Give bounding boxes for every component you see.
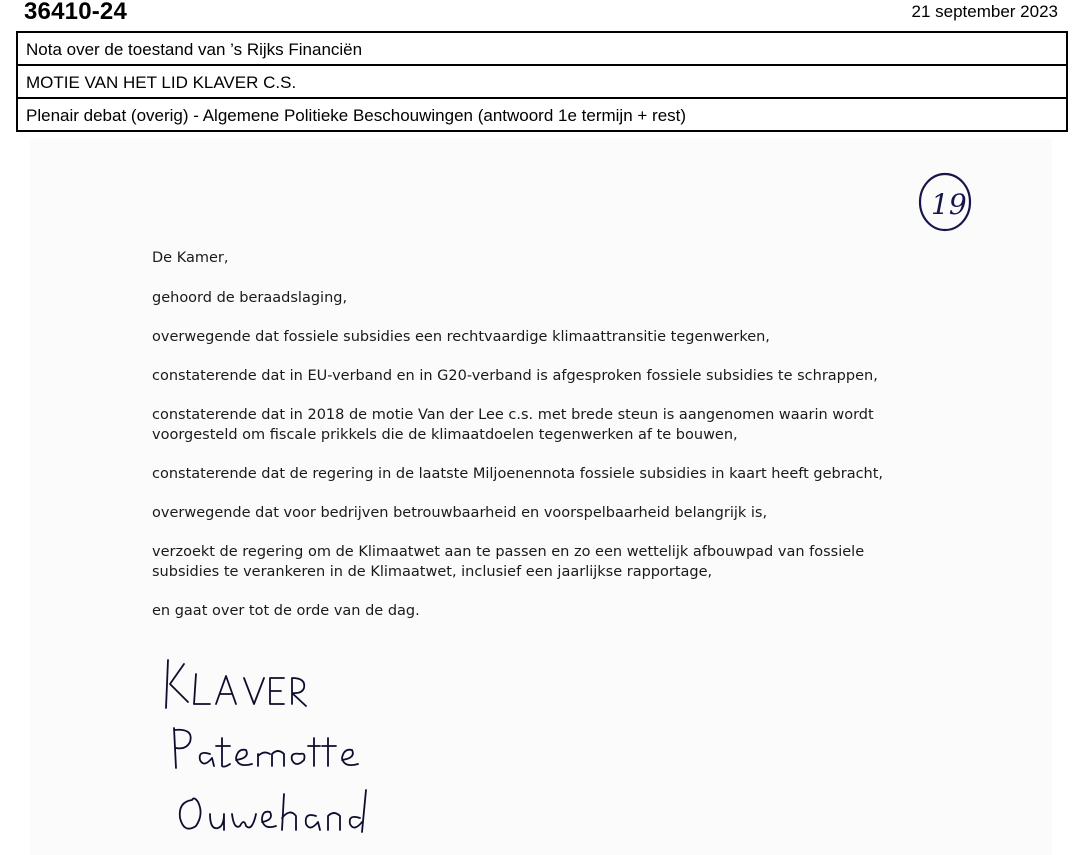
motion-closing: en gaat over tot de orde van de dag.	[152, 603, 420, 619]
motion-paragraph: verzoekt de regering om de Klimaatwet aan te passen en zo een wettelijk afbouwpad van fossiele subsidies te verankeren in de Klimaatwet, inclusief een jaarlijkse rapportage,	[152, 544, 865, 580]
motion-paragraph: gehoord de beraadslaging,	[152, 290, 348, 306]
signature-paternotte	[174, 728, 358, 768]
motion-paragraph: constaterende dat in 2018 de motie Van der Lee c.s. met brede steun is aangenomen waarin wordt voorgesteld om fiscale prikkels die de klimaatdoelen tegenwerken af te bouwen,	[152, 407, 874, 443]
motion-number: 19	[931, 188, 967, 221]
motion-paragraph: constaterende dat in EU-verband en in G20-verband is afgesproken fossiele subsidies te schrappen,	[152, 368, 878, 384]
document-header	[16, 0, 1068, 132]
motion-paragraph: overwegende dat voor bedrijven betrouwbaarheid en voorspelbaarheid belangrijk is,	[152, 505, 768, 521]
signature-klaver	[166, 660, 306, 708]
signatures	[160, 650, 420, 840]
signature-ouwehand	[180, 790, 366, 832]
motion-number-circle	[917, 170, 977, 234]
document-number: 36410-24	[24, 0, 128, 25]
header-top-row	[16, 0, 1068, 33]
motion-opening: De Kamer,	[152, 250, 229, 266]
motion-paragraph: constaterende dat de regering in de laatste Miljoenennota fossiele subsidies in kaart heeft gebracht,	[152, 466, 884, 482]
document-title: Nota over de toestand van ’s Rijks Financiën	[16, 33, 1068, 66]
motion-body	[152, 248, 1012, 640]
motion-type: MOTIE VAN HET LID KLAVER C.S.	[16, 66, 1068, 99]
motion-paragraph: overwegende dat fossiele subsidies een rechtvaardige klimaattransitie tegenwerken,	[152, 329, 770, 345]
document-date: 21 september 2023	[911, 2, 1058, 21]
debate-title: Plenair debat (overig) - Algemene Politieke Beschouwingen (antwoord 1e termijn + rest)	[16, 99, 1068, 132]
